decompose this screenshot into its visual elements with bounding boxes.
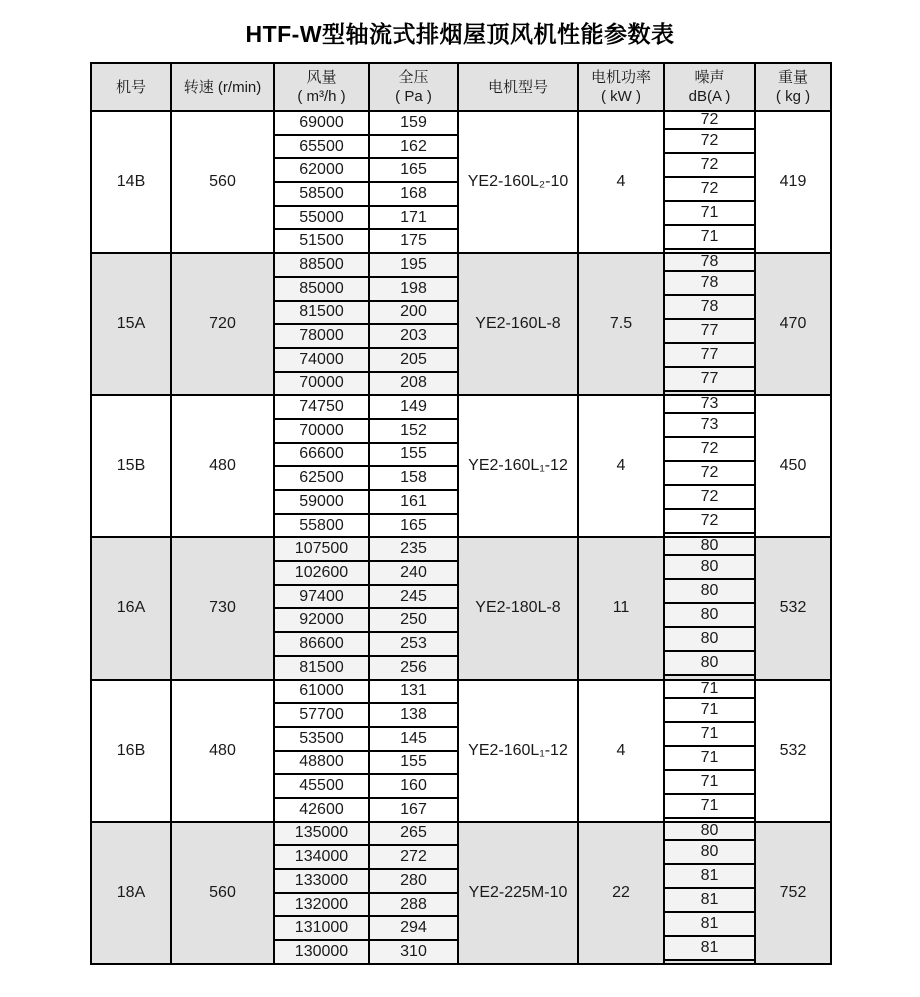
noise-box: 77 [665, 368, 754, 392]
noise-box: 81 [665, 889, 754, 913]
speed-cell: 560 [171, 111, 274, 253]
pressure-cell: 253 [369, 632, 458, 656]
airflow-cell: 66600 [274, 443, 369, 467]
noise-box: 80 [665, 841, 754, 865]
motor-model-cell: YE2-180L-8 [458, 537, 578, 679]
pressure-cell: 165 [369, 158, 458, 182]
airflow-cell: 53500 [274, 727, 369, 751]
spec-row [91, 822, 831, 846]
model-cell: 15A [91, 253, 171, 395]
noise-stack [665, 538, 754, 676]
weight-cell: 532 [755, 537, 831, 679]
noise-box: 81 [665, 937, 754, 961]
noise-stack [665, 396, 754, 534]
noise-box: 71 [665, 202, 754, 226]
header-pressure-unit: ( Pa ) [395, 88, 432, 105]
spec-row [91, 680, 831, 704]
spec-row [91, 537, 831, 561]
airflow-cell: 45500 [274, 774, 369, 798]
airflow-cell: 133000 [274, 869, 369, 893]
noise-stack [665, 681, 754, 819]
pressure-cell: 155 [369, 443, 458, 467]
pressure-cell: 310 [369, 940, 458, 964]
pressure-cell: 131 [369, 680, 458, 704]
noise-box: 72 [665, 178, 754, 202]
noise-cell [664, 253, 755, 395]
noise-box: 78 [665, 254, 754, 272]
motor-power-cell: 11 [578, 537, 664, 679]
model-cell: 18A [91, 822, 171, 964]
airflow-cell: 130000 [274, 940, 369, 964]
speed-cell: 480 [171, 395, 274, 537]
pressure-cell: 235 [369, 537, 458, 561]
pressure-cell: 288 [369, 893, 458, 917]
header-pressure-label: 全压 [398, 69, 429, 86]
airflow-cell: 42600 [274, 798, 369, 822]
noise-box: 71 [665, 795, 754, 819]
airflow-cell: 102600 [274, 561, 369, 585]
header-noise [664, 63, 755, 111]
header-airflow-unit: ( m³/h ) [297, 88, 346, 105]
weight-cell: 470 [755, 253, 831, 395]
airflow-cell: 132000 [274, 893, 369, 917]
noise-box: 72 [665, 462, 754, 486]
noise-stack [665, 254, 754, 392]
table-body [91, 111, 831, 964]
header-motor-model [458, 63, 578, 111]
airflow-cell: 107500 [274, 537, 369, 561]
airflow-cell: 92000 [274, 608, 369, 632]
page-title: HTF-W型轴流式排烟屋顶风机性能参数表 [245, 21, 675, 47]
motor-power-cell: 4 [578, 395, 664, 537]
pressure-cell: 208 [369, 372, 458, 396]
airflow-cell: 59000 [274, 490, 369, 514]
pressure-cell: 175 [369, 229, 458, 253]
airflow-cell: 78000 [274, 324, 369, 348]
speed-cell: 730 [171, 537, 274, 679]
pressure-cell: 138 [369, 703, 458, 727]
airflow-cell: 97400 [274, 585, 369, 609]
pressure-cell: 162 [369, 135, 458, 159]
pressure-cell: 167 [369, 798, 458, 822]
airflow-cell: 81500 [274, 301, 369, 325]
motor-model-cell: YE2-160L₂-10 [458, 111, 578, 253]
noise-box: 80 [665, 652, 754, 676]
pressure-cell: 145 [369, 727, 458, 751]
table-header [91, 63, 831, 111]
noise-box: 72 [665, 112, 754, 130]
header-pressure [369, 63, 458, 111]
model-cell: 16B [91, 680, 171, 822]
header-motor-power-label: 电机功率 [590, 69, 651, 86]
noise-cell [664, 537, 755, 679]
noise-box: 80 [665, 604, 754, 628]
speed-cell: 720 [171, 253, 274, 395]
noise-box: 73 [665, 396, 754, 414]
header-motor-power [578, 63, 664, 111]
airflow-cell: 86600 [274, 632, 369, 656]
motor-model-cell: YE2-160L₁-12 [458, 680, 578, 822]
airflow-cell: 88500 [274, 253, 369, 277]
pressure-cell: 240 [369, 561, 458, 585]
airflow-cell: 134000 [274, 845, 369, 869]
header-weight [755, 63, 831, 111]
pressure-cell: 272 [369, 845, 458, 869]
noise-box: 81 [665, 865, 754, 889]
spec-row [91, 111, 831, 135]
header-airflow-label: 风量 [306, 69, 337, 86]
pressure-cell: 161 [369, 490, 458, 514]
model-cell: 14B [91, 111, 171, 253]
noise-box: 72 [665, 438, 754, 462]
header-speed [171, 63, 274, 111]
spec-row [91, 395, 831, 419]
pressure-cell: 198 [369, 277, 458, 301]
header-model-label: 机号 [115, 78, 146, 96]
airflow-cell: 62000 [274, 158, 369, 182]
airflow-cell: 74000 [274, 348, 369, 372]
noise-box: 71 [665, 747, 754, 771]
speed-cell: 480 [171, 680, 274, 822]
header-airflow [274, 63, 369, 111]
pressure-cell: 152 [369, 419, 458, 443]
pressure-cell: 165 [369, 514, 458, 538]
noise-box: 71 [665, 226, 754, 250]
airflow-cell: 57700 [274, 703, 369, 727]
pressure-cell: 149 [369, 395, 458, 419]
airflow-cell: 55800 [274, 514, 369, 538]
pressure-cell: 171 [369, 206, 458, 230]
weight-cell: 419 [755, 111, 831, 253]
motor-power-cell: 7.5 [578, 253, 664, 395]
pressure-cell: 195 [369, 253, 458, 277]
pressure-cell: 158 [369, 466, 458, 490]
pressure-cell: 203 [369, 324, 458, 348]
noise-box: 80 [665, 628, 754, 652]
airflow-cell: 70000 [274, 372, 369, 396]
header-motor-model-label: 电机型号 [487, 78, 548, 96]
noise-box: 72 [665, 510, 754, 534]
airflow-cell: 81500 [274, 656, 369, 680]
pressure-cell: 159 [369, 111, 458, 135]
weight-cell: 752 [755, 822, 831, 964]
model-cell: 16A [91, 537, 171, 679]
header-speed-label: 转速 (r/min) [183, 78, 262, 96]
noise-box: 81 [665, 913, 754, 937]
header-weight-unit: ( kg ) [775, 88, 811, 105]
noise-box: 80 [665, 556, 754, 580]
header-noise-unit: dB(A ) [688, 88, 731, 105]
noise-box: 80 [665, 580, 754, 604]
pressure-cell: 200 [369, 301, 458, 325]
noise-box: 71 [665, 699, 754, 723]
airflow-cell: 48800 [274, 751, 369, 775]
fan-spec-table [90, 62, 832, 965]
noise-box: 73 [665, 414, 754, 438]
motor-power-cell: 4 [578, 680, 664, 822]
noise-box: 72 [665, 154, 754, 178]
model-cell: 15B [91, 395, 171, 537]
motor-model-cell: YE2-160L-8 [458, 253, 578, 395]
header-weight-label: 重量 [777, 69, 808, 86]
noise-cell [664, 680, 755, 822]
airflow-cell: 51500 [274, 229, 369, 253]
airflow-cell: 70000 [274, 419, 369, 443]
pressure-cell: 155 [369, 751, 458, 775]
airflow-cell: 85000 [274, 277, 369, 301]
header-model [91, 63, 171, 111]
speed-cell: 560 [171, 822, 274, 964]
pressure-cell: 294 [369, 916, 458, 940]
pressure-cell: 160 [369, 774, 458, 798]
noise-cell [664, 395, 755, 537]
noise-box: 78 [665, 272, 754, 296]
pressure-cell: 265 [369, 822, 458, 846]
airflow-cell: 61000 [274, 680, 369, 704]
noise-box: 80 [665, 823, 754, 841]
pressure-cell: 168 [369, 182, 458, 206]
page [0, 16, 920, 965]
pressure-cell: 245 [369, 585, 458, 609]
noise-box: 71 [665, 681, 754, 699]
pressure-cell: 250 [369, 608, 458, 632]
motor-model-cell: YE2-160L₁-12 [458, 395, 578, 537]
noise-box: 72 [665, 486, 754, 510]
noise-box: 71 [665, 771, 754, 795]
airflow-cell: 58500 [274, 182, 369, 206]
pressure-cell: 205 [369, 348, 458, 372]
airflow-cell: 65500 [274, 135, 369, 159]
weight-cell: 532 [755, 680, 831, 822]
header-motor-power-unit: ( kW ) [601, 88, 641, 105]
noise-stack [665, 823, 754, 961]
header-noise-label: 噪声 [694, 69, 725, 86]
header-row [91, 63, 831, 111]
noise-cell [664, 822, 755, 964]
noise-cell [664, 111, 755, 253]
weight-cell: 450 [755, 395, 831, 537]
airflow-cell: 69000 [274, 111, 369, 135]
noise-box: 78 [665, 296, 754, 320]
airflow-cell: 62500 [274, 466, 369, 490]
airflow-cell: 135000 [274, 822, 369, 846]
airflow-cell: 74750 [274, 395, 369, 419]
noise-box: 80 [665, 538, 754, 556]
pressure-cell: 256 [369, 656, 458, 680]
noise-box: 72 [665, 130, 754, 154]
noise-box: 77 [665, 320, 754, 344]
noise-box: 77 [665, 344, 754, 368]
motor-power-cell: 4 [578, 111, 664, 253]
airflow-cell: 131000 [274, 916, 369, 940]
spec-row [91, 253, 831, 277]
pressure-cell: 280 [369, 869, 458, 893]
motor-model-cell: YE2-225M-10 [458, 822, 578, 964]
motor-power-cell: 22 [578, 822, 664, 964]
airflow-cell: 55000 [274, 206, 369, 230]
noise-box: 71 [665, 723, 754, 747]
noise-stack [665, 112, 754, 250]
